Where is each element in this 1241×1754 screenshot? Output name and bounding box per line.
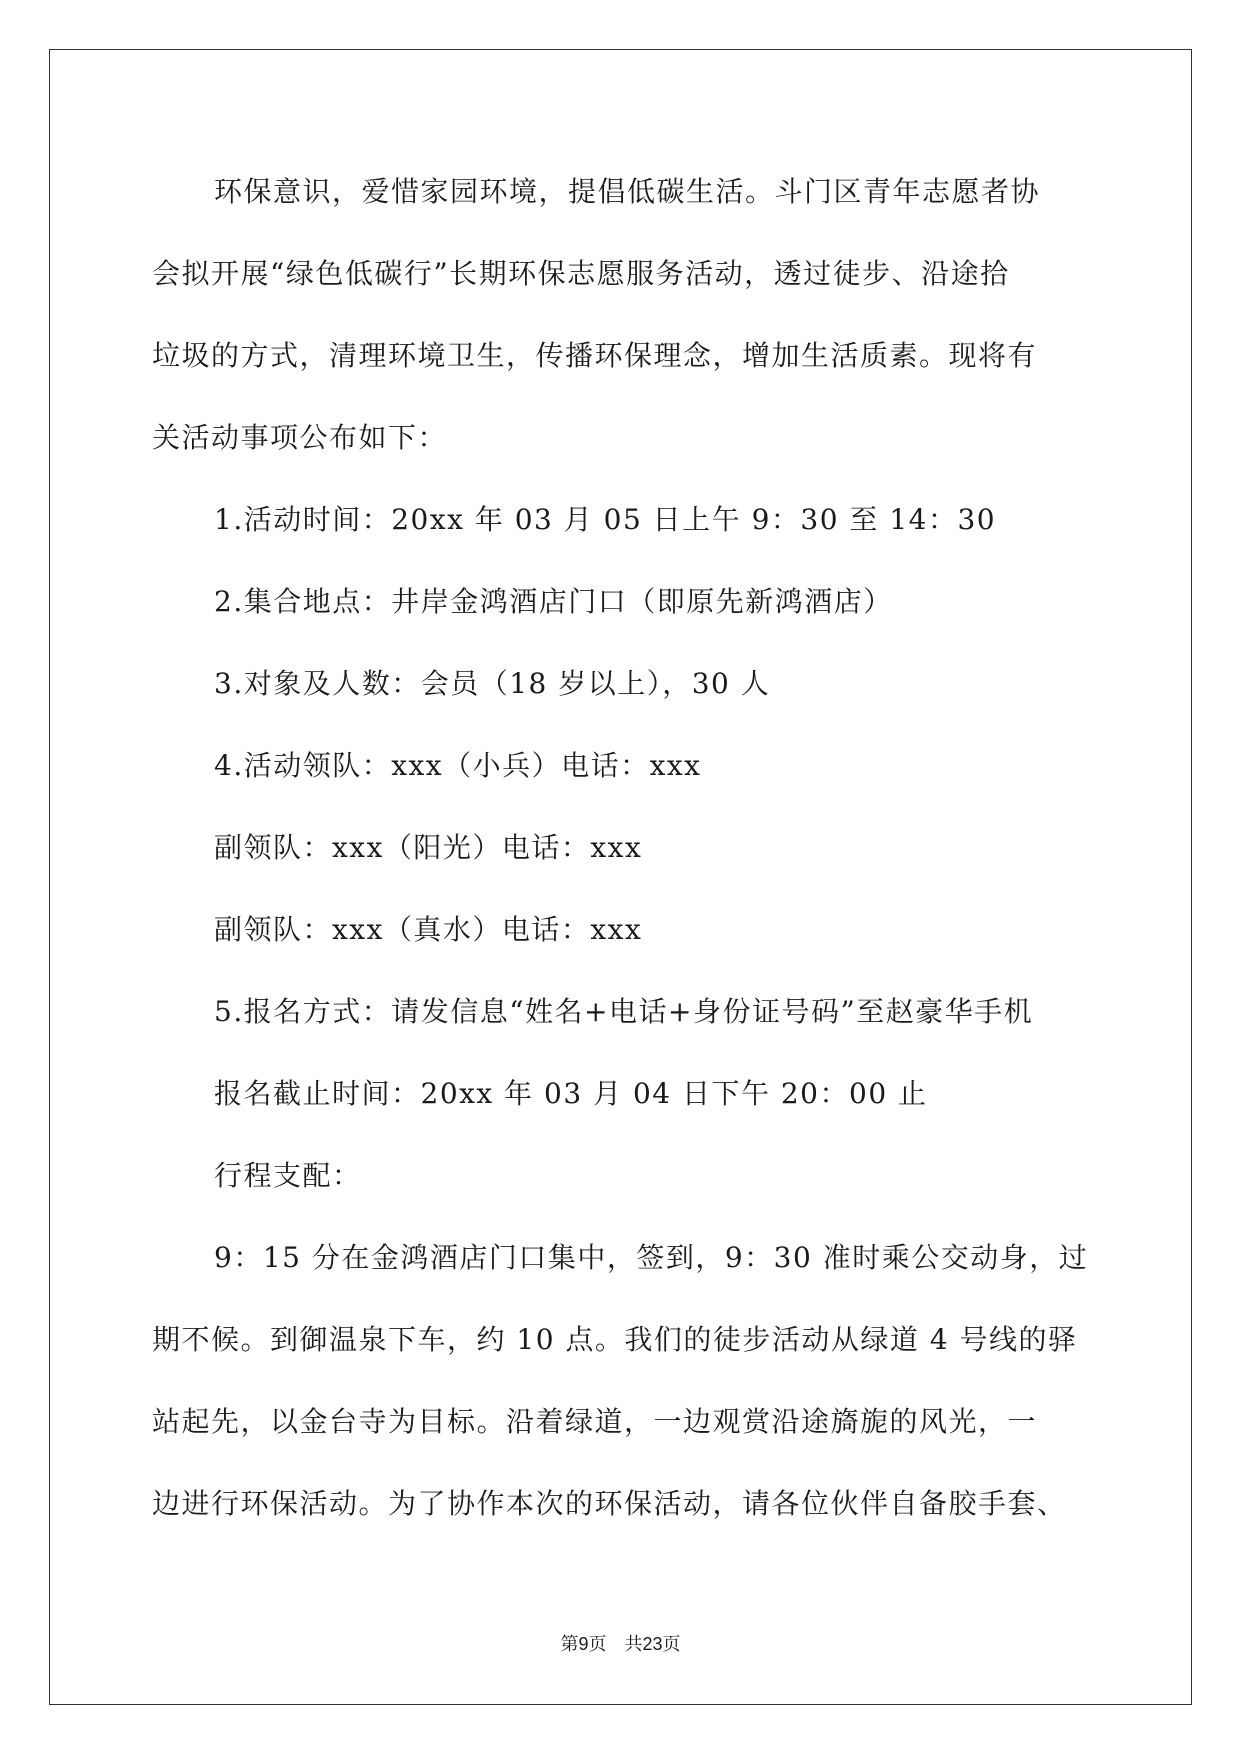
footer-prefix: 第 bbox=[560, 1634, 579, 1655]
itinerary-heading: 行程支配： bbox=[214, 1159, 362, 1192]
deputy-leader-line: 副领队：xxx（真水）电话：xxx bbox=[214, 913, 643, 946]
paragraph-line: 关活动事项公布如下： bbox=[152, 421, 448, 454]
footer-suffix: 页 bbox=[662, 1634, 681, 1655]
leader-line: 4.活动领队：xxx（小兵）电话：xxx bbox=[214, 749, 702, 782]
paragraph-line: 垃圾的方式，清理环境卫生，传播环保理念，增加生活质素。现将有 bbox=[152, 339, 1038, 372]
footer-page-number: 9 bbox=[578, 1634, 589, 1654]
paragraph-line: 会拟开展“绿色低碳行”长期环保志愿服务活动，透过徒步、沿途拾 bbox=[152, 257, 1010, 290]
page-footer bbox=[0, 1630, 1241, 1656]
activity-time-line: 1.活动时间：20xx 年 03 月 05 日上午 9：30 至 14：30 bbox=[214, 503, 997, 536]
meeting-place-line: 2.集合地点：井岸金鸿酒店门口（即原先新鸿酒店） bbox=[214, 585, 893, 618]
footer-middle: 页 共 bbox=[588, 1634, 643, 1655]
paragraph-line: 期不候。到御温泉下车，约 10 点。我们的徒步活动从绿道 4 号线的驿 bbox=[152, 1323, 1078, 1356]
paragraph-line: 边进行环保活动。为了协作本次的环保活动，请各位伙伴自备胶手套、 bbox=[152, 1487, 1067, 1520]
registration-deadline-line: 报名截止时间：20xx 年 03 月 04 日下午 20：00 止 bbox=[214, 1077, 928, 1110]
footer-total-pages: 23 bbox=[642, 1634, 663, 1654]
paragraph-line: 站起先，以金台寺为目标。沿着绿道，一边观赏沿途旖旎的风光，一 bbox=[152, 1405, 1038, 1438]
paragraph-line: 环保意识，爱惜家园环境，提倡低碳生活。斗门区青年志愿者协 bbox=[214, 175, 1041, 208]
registration-method-line: 5.报名方式：请发信息“姓名+电话+身份证号码”至赵豪华手机 bbox=[214, 995, 1034, 1028]
participants-line: 3.对象及人数：会员（18 岁以上），30 人 bbox=[214, 667, 771, 700]
paragraph-line: 9：15 分在金鸿酒店门口集中，签到，9：30 准时乘公交动身，过 bbox=[214, 1241, 1089, 1274]
document-body bbox=[152, 166, 1089, 1560]
deputy-leader-line: 副领队：xxx（阳光）电话：xxx bbox=[214, 831, 643, 864]
